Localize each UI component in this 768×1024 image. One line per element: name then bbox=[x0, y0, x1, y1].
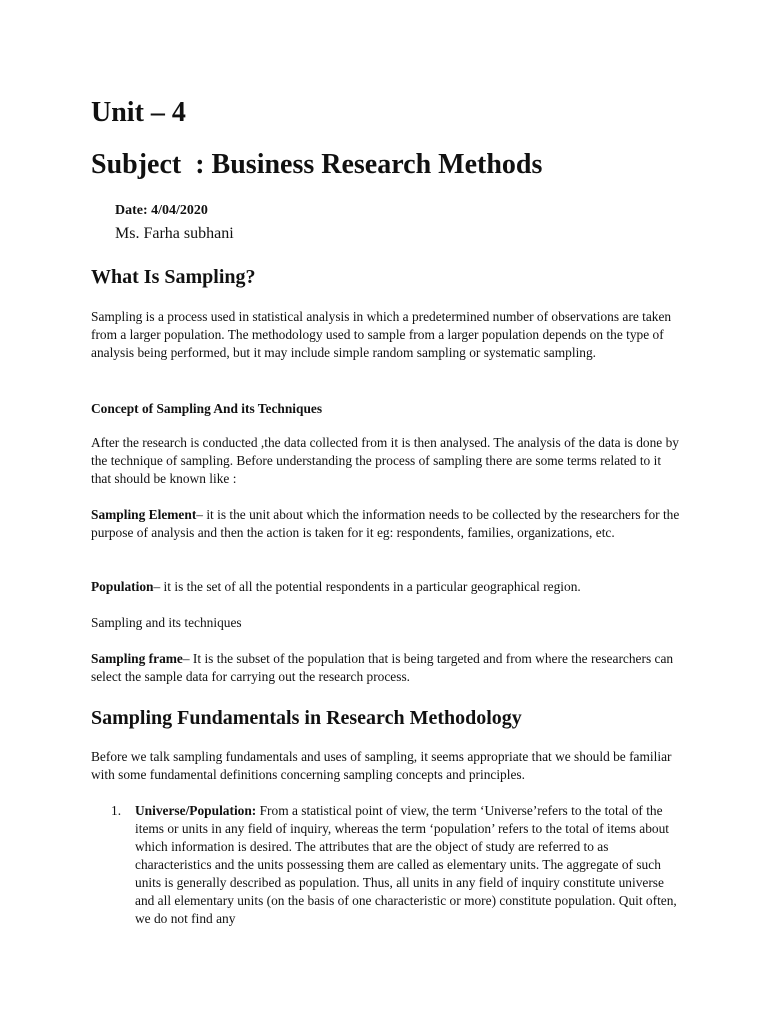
sampling-element-term: Sampling Element bbox=[91, 507, 197, 522]
concept-subheading: Concept of Sampling And its Techniques bbox=[91, 401, 323, 416]
sampling-frame-term: Sampling frame bbox=[91, 651, 183, 666]
heading-sampling-fundamentals: Sampling Fundamentals in Research Methodology bbox=[91, 707, 522, 729]
subject-title: Subject : Business Research Methods bbox=[91, 149, 543, 180]
analysis-intro-paragraph: After the research is conducted ,the data collected from it is then analysed. The analysis of the data is done by the technique of sampling. Before understanding the process of sampling there are some terms related to it that should be known like : bbox=[91, 435, 679, 486]
sampling-element-text: – it is the unit about which the information needs to be collected by the researchers for the purpose of analysis and then the action is taken for it eg: respondents, families, organizations, etc. bbox=[91, 507, 680, 540]
list-item bbox=[91, 802, 681, 928]
fundamentals-paragraph: Before we talk sampling fundamentals and uses of sampling, it seems appropriate that we should be familiar with some fundamental definitions concerning sampling concepts and principles. bbox=[91, 749, 672, 782]
techniques-line: Sampling and its techniques bbox=[91, 615, 242, 630]
sampling-definition-paragraph: Sampling is a process used in statistical analysis in which a predetermined number of observations are taken from a larger population. The methodology used to sample from a larger population depends on the type of analysis being performed, but it may include simple random sampling or systematic sampling. bbox=[91, 309, 672, 360]
author-name: Ms. Farha subhani bbox=[115, 225, 234, 242]
list-number: 1. bbox=[111, 803, 122, 818]
sampling-element-paragraph bbox=[91, 506, 681, 542]
definitions-list bbox=[91, 802, 681, 928]
unit-title: Unit – 4 bbox=[91, 97, 186, 128]
population-text: – it is the set of all the potential respondents in a particular geographical region. bbox=[153, 579, 581, 594]
date-line: Date: 4/04/2020 bbox=[115, 203, 208, 218]
universe-population-term: Universe/Population: bbox=[135, 803, 257, 818]
population-term: Population bbox=[91, 579, 154, 594]
sampling-frame-text: – It is the subset of the population that is being targeted and from where the researchers can select the sample data for carrying out the research process. bbox=[91, 651, 674, 684]
population-paragraph bbox=[91, 578, 681, 596]
heading-what-is-sampling: What Is Sampling? bbox=[91, 266, 256, 288]
sampling-frame-paragraph bbox=[91, 650, 681, 686]
universe-population-text: From a statistical point of view, the term ‘Universe’refers to the total of the items or units in any field of inquiry, whereas the term ‘population’ refers to the total of items about which information is desired. The attributes that are the object of study are referred to as characteristics and the units possessing them are called as elementary units. The aggregate of such units is generally described as population. Thus, all units in any field of inquiry constitute universe and all elementary units (on the basis of one characteristic or more) constitute population. Quit often, we do not find any bbox=[135, 803, 677, 926]
